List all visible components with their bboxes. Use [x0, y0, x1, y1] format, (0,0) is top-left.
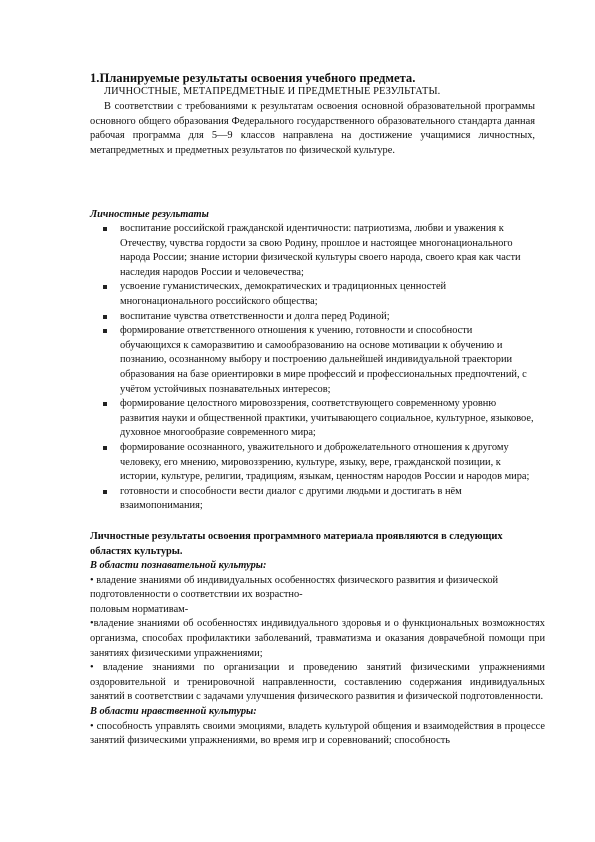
- personal-results-list: [90, 222, 535, 514]
- bullet-square-icon: [103, 402, 107, 406]
- cognitive-line: половым нормативам-: [90, 603, 189, 615]
- cognitive-line: •владение знаниями об особенностях индивидуального здоровья и о функциональных возможностях организма, способах профилактики заболеваний, травматизма и оказания доврачебной помощи при занятиях физическими упражнениями;: [90, 618, 545, 659]
- cognitive-culture-title: В области познавательной культуры:: [90, 560, 267, 571]
- intro-paragraph: [90, 100, 535, 158]
- list-item: готовности и способности вести диалог с другими людьми и достигать в нём взаимопонимания;: [90, 485, 535, 514]
- moral-culture-title: В области нравственной культуры:: [90, 705, 257, 717]
- personal-results-title: Личностные результаты: [90, 209, 209, 220]
- list-item: воспитание чувства ответственности и долга перед Родиной;: [90, 310, 535, 325]
- bullet-square-icon: [103, 490, 107, 494]
- bullet-square-icon: [103, 446, 107, 450]
- cognitive-line: • владение знаниями об индивидуальных особенностях физического развития и физической подготовленности о соответствии их возрастно-: [90, 574, 499, 601]
- list-item: воспитание российской гражданской идентичности: патриотизма, любви и уважения к Отечеству, чувства гордости за свою Родину, прошлое и настоящее многонационального народа России; знание истории физической культуры своего народа, своего края как части наследия народов России и человечества;: [90, 222, 535, 280]
- cognitive-line: • владение знаниями по организации и проведению занятий физическими упражнениями оздоровительной и тренировочной направленности, составлению содержания индивидуальных занятий в соответствии с задачами улучшения физического развития и физической подготовленности.: [90, 662, 545, 703]
- culture-areas-block: [90, 559, 545, 749]
- list-item: усвоение гуманистических, демократических и традиционных ценностей многонационального российского общества;: [90, 280, 535, 309]
- list-item: формирование осознанного, уважительного и доброжелательного отношения к другому человеку, его мнению, мировоззрению, культуре, языку, вере, гражданской позиции, к истории, культуре, религии, традициям, языкам, ценностям народов России и народов мира;: [90, 441, 535, 485]
- bullet-square-icon: [103, 285, 107, 289]
- list-item: формирование целостного мировоззрения, соответствующего современному уровню развития науки и общественной практики, учитывающего социальное, культурное, языковое, духовное многообразие современного мира;: [90, 397, 535, 441]
- bullet-square-icon: [103, 315, 107, 319]
- results-subheading: ЛИЧНОСТНЫЕ, МЕТАПРЕДМЕТНЫЕ И ПРЕДМЕТНЫЕ РЕЗУЛЬТАТЫ.: [104, 86, 441, 97]
- document-heading: 1.Планируемые результаты освоения учебного предмета.: [90, 71, 416, 85]
- moral-line: • способность управлять своими эмоциями, владеть культурой общения и взаимодействия в процессе занятий физическими упражнениями, во время игр и соревнований; способность: [90, 720, 545, 747]
- results-areas-paragraph: Личностные результаты освоения программного материала проявляются в следующих областях культуры.: [90, 531, 503, 557]
- bullet-square-icon: [103, 227, 107, 231]
- list-item: формирование ответственного отношения к учению, готовности и способности обучающихся к саморазвитию и самообразованию на основе мотивации к обучению и познанию, осознанному выбору и построению дальнейшей индивидуальной траектории образования на базе ориентировки в мире профессий и профессиональных предпочтений, с учётом устойчивых познавательных интересов;: [90, 324, 535, 397]
- intro-text: В соответствии с требованиями к результатам освоения основной образовательной программы основного общего образования Федерального государственного образовательного стандарта данная рабочая программа для 5—9 классов направлена на достижение учащимися личностных, метапредметных и предметных результатов по физической культуре.: [90, 101, 535, 156]
- bullet-square-icon: [103, 329, 107, 333]
